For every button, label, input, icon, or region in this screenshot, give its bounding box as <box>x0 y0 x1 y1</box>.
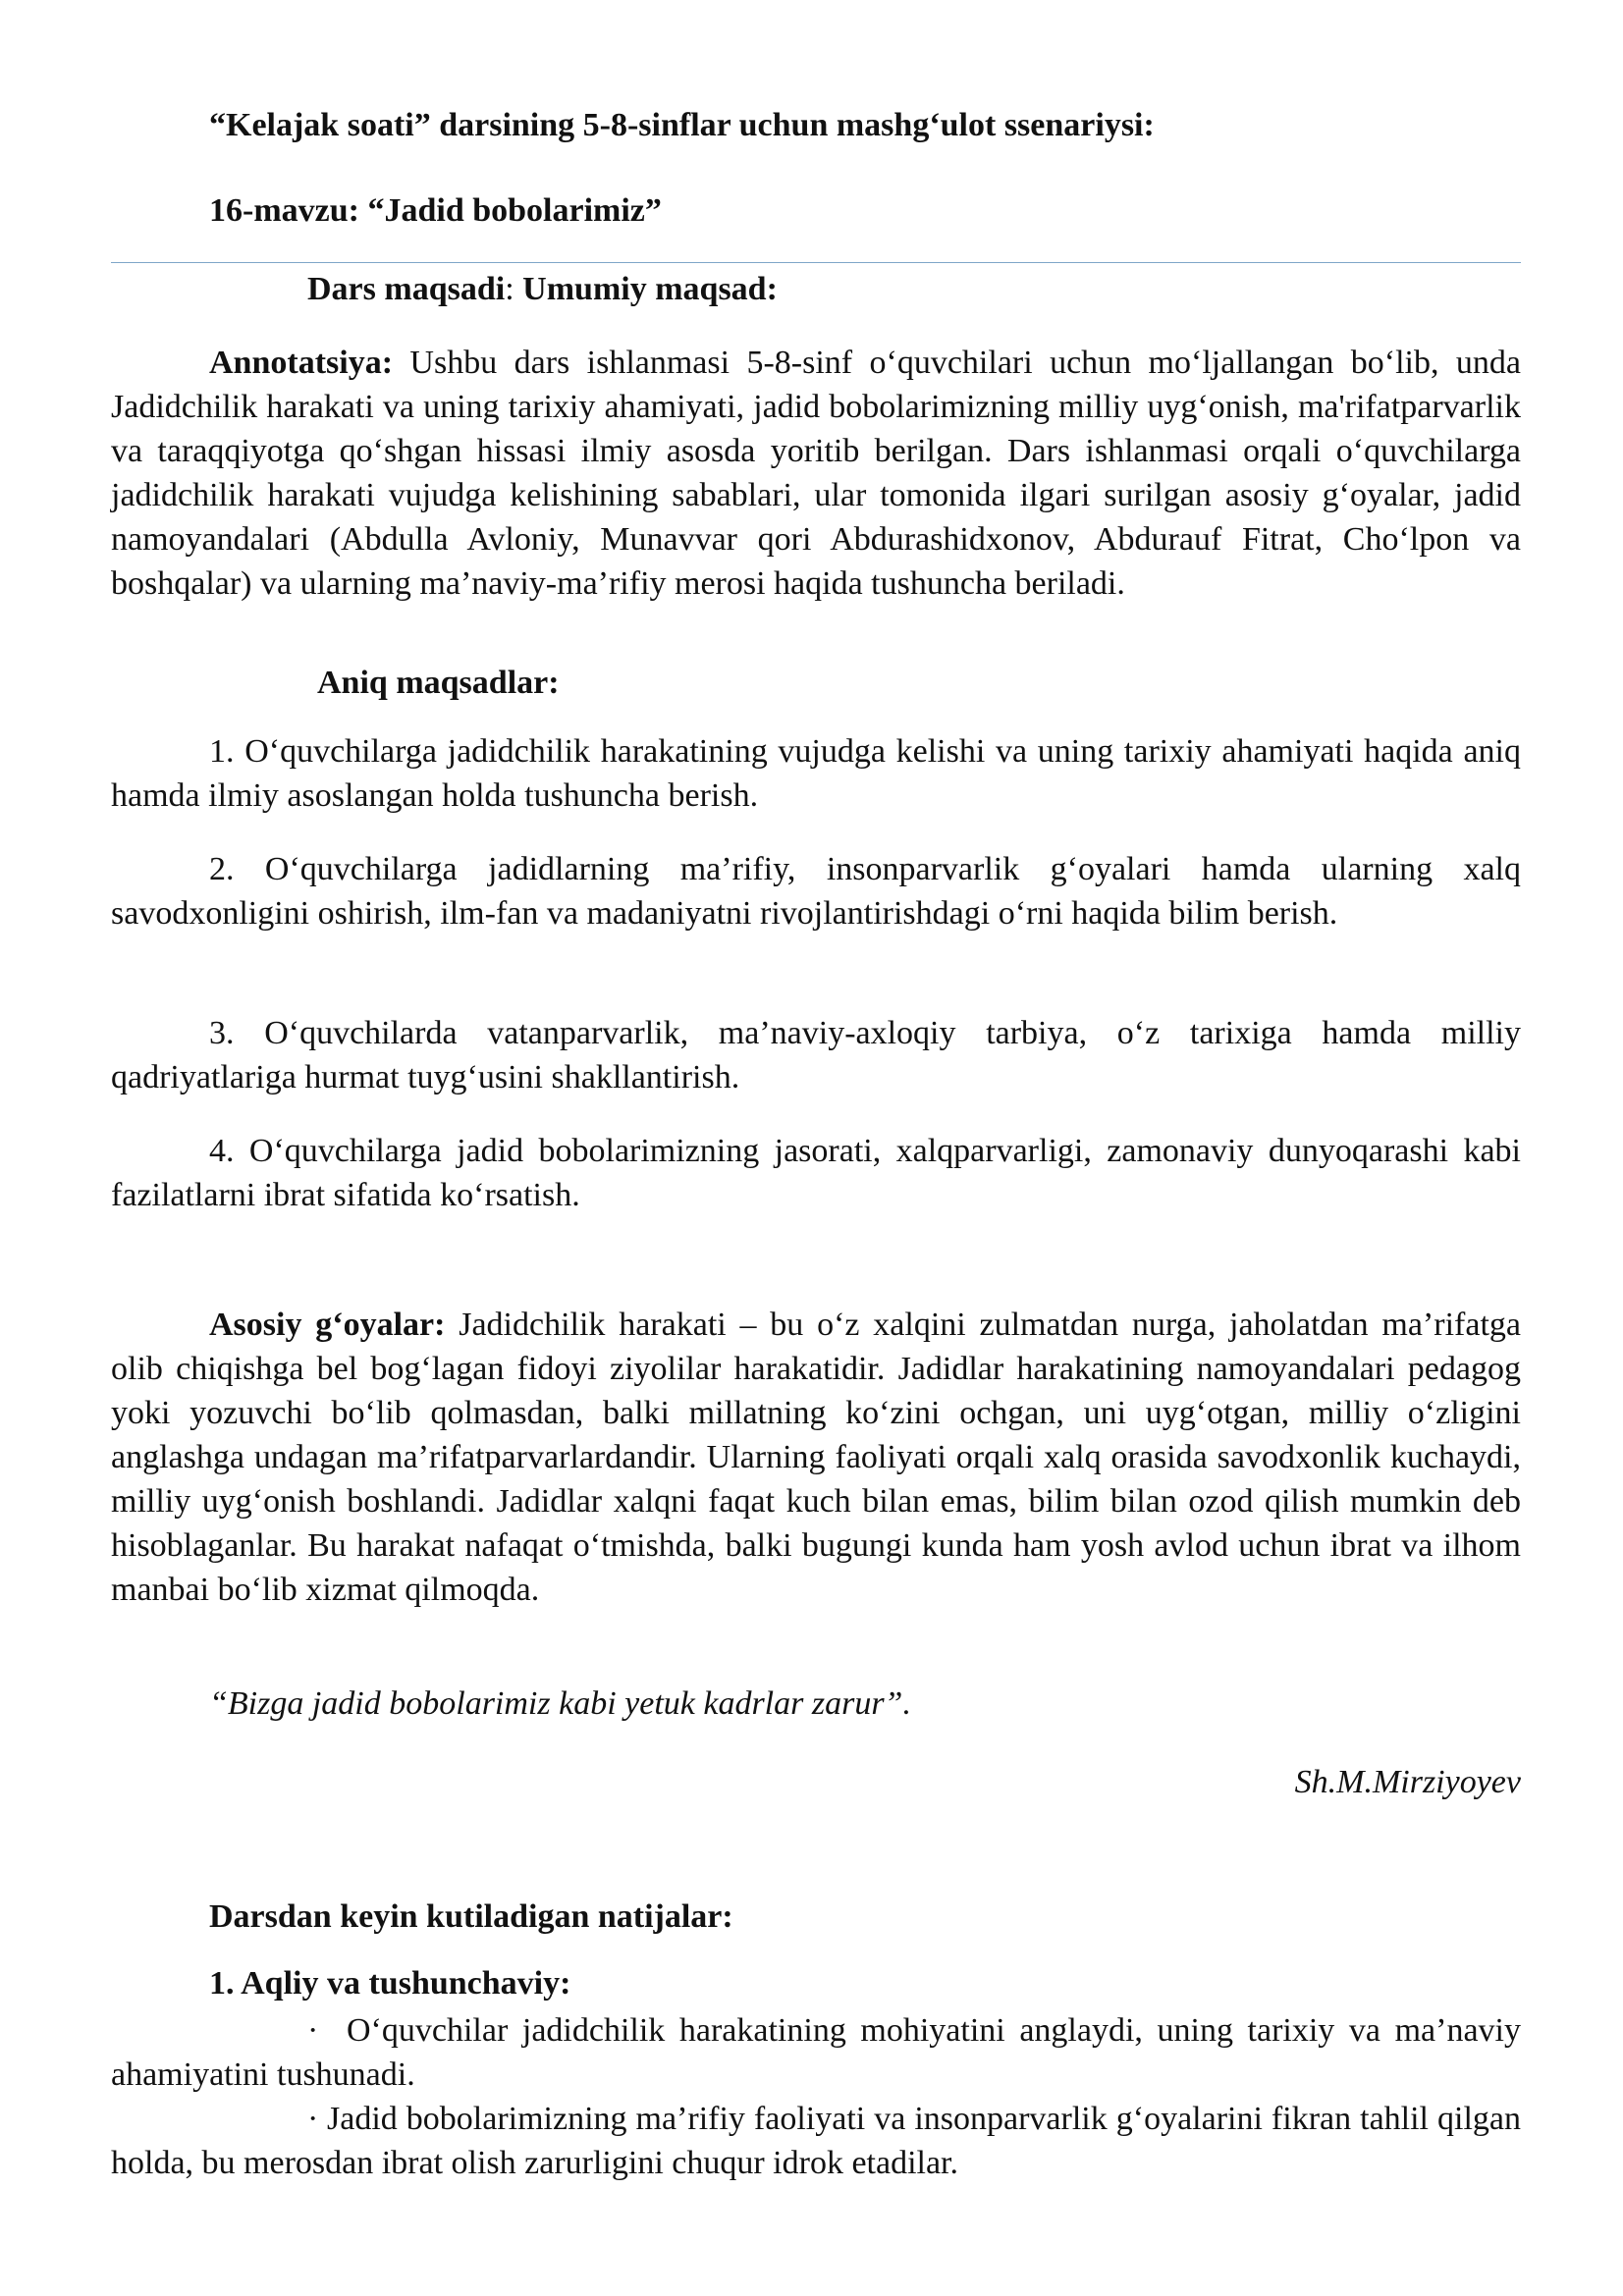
results-bullet-list <box>111 2008 1521 2185</box>
results-heading: Darsdan keyin kutiladigan natijalar: <box>209 1898 733 1935</box>
goal-item-3: 3. O‘quvchilarda vatanparvarlik, ma’naviy-axloqiy tarbiya, o‘z tarixiga hamda milliy qadriyatlariga hurmat tuyg‘usini shakllantirish. <box>111 1015 1521 1095</box>
goal-separator: : <box>505 271 514 307</box>
goal-value: Umumiy maqsad: <box>514 271 778 307</box>
goal-line <box>111 267 1521 311</box>
results-subheading: 1. Aqliy va tushunchaviy: <box>209 1965 571 2002</box>
main-ideas-paragraph <box>111 1303 1521 1612</box>
main-ideas-label: Asosiy g‘oyalar: <box>209 1307 446 1343</box>
bullet-text: Jadid bobolarimizning ma’rifiy faoliyati va insonparvarlik g‘oyalarini fikran tahlil qilgan holda, bu merosdan ibrat olish zarurligini chuqur idrok etadilar. <box>111 2101 1521 2181</box>
bullet-text: O‘quvchilar jadidchilik harakatining mohiyatini anglaydi, uning tarixiy va ma’naviy ahamiyatini tushunadi. <box>111 2012 1521 2093</box>
list-item <box>111 2008 1521 2097</box>
bullet-marker: · <box>307 2012 319 2049</box>
quote-text: “Bizga jadid bobolarimiz kabi yetuk kadrlar zarur”. <box>209 1685 911 1722</box>
bullet-marker: · <box>307 2101 319 2137</box>
goal-label: Dars maqsadi <box>307 271 506 307</box>
annotation-paragraph <box>111 341 1521 606</box>
goal-item-2: 2. O‘quvchilarga jadidlarning ma’rifiy, insonparvarlik g‘oyalari hamda ularning xalq savodxonligini oshirish, ilm-fan va madaniyatni rivojlantirishdagi o‘rni haqida bilim berish. <box>111 851 1521 932</box>
document-title: “Kelajak soati” darsining 5-8-sinflar uchun mashg‘ulot ssenariysi: <box>209 107 1155 143</box>
annotation-text: Ushbu dars ishlanmasi 5-8-sinf o‘quvchilari uchun mo‘ljallangan bo‘lib, unda Jadidchilik harakati va uning tarixiy ahamiyati, jadid bobolarimizning milliy uyg‘onish, ma'rifatparvarlik va taraqqiyotga qo‘shgan hissasi ilmiy asosda yoritib berilgan. Dars ishlanmasi orqali o‘quvchilarga jadidchilik harakati vujudga kelishining sabablari, ular tomonida ilgari surilgan asosiy g‘oyalar, jadid namoyandalari (Abdulla Avloniy, Munavvar qori Abdurashidxonov, Abdurauf Fitrat, Cho‘lpon va boshqalar) va ularning ma’naviy-ma’rifiy merosi haqida tushuncha beriladi. <box>111 345 1521 602</box>
topic-title: 16-mavzu: “Jadid bobolarimiz” <box>209 192 662 229</box>
quote-author: Sh.M.Mirziyoyev <box>1294 1764 1521 1800</box>
specific-goals-heading: Aniq maqsadlar: <box>317 665 560 701</box>
goal-item-1: 1. O‘quvchilarga jadidchilik harakatining vujudga kelishi va uning tarixiy ahamiyati haqida aniq hamda ilmiy asoslangan holda tushuncha berish. <box>111 733 1521 814</box>
header-divider <box>111 262 1521 263</box>
main-ideas-text: Jadidchilik harakati – bu o‘z xalqini zulmatdan nurga, jaholatdan ma’rifatga olib chiqishga bel bog‘lagan fidoyi ziyolilar harakatidir. Jadidlar harakatining namoyandalari pedagog yoki yozuvchi bo‘lib qolmasdan, balki millatning ko‘zini ochgan, uni uyg‘otgan, milliy o‘zligini anglashga undagan ma’rifatparvarlardandir. Ularning faoliyati orqali xalq orasida savodxonlik kuchaydi, milliy uyg‘onish boshlandi. Jadidlar xalqni faqat kuch bilan emas, bilim bilan ozod qilish mumkin deb hisoblaganlar. Bu harakat nafaqat o‘tmishda, balki bugungi kunda ham yosh avlod uchun ibrat va ilhom manbai bo‘lib xizmat qilmoqda. <box>111 1307 1521 1608</box>
goal-item-4: 4. O‘quvchilarga jadid bobolarimizning jasorati, xalqparvarligi, zamonaviy dunyoqarashi kabi fazilatlarni ibrat sifatida ko‘rsatish. <box>111 1133 1521 1213</box>
annotation-label: Annotatsiya: <box>209 345 394 381</box>
list-item <box>111 2097 1521 2185</box>
